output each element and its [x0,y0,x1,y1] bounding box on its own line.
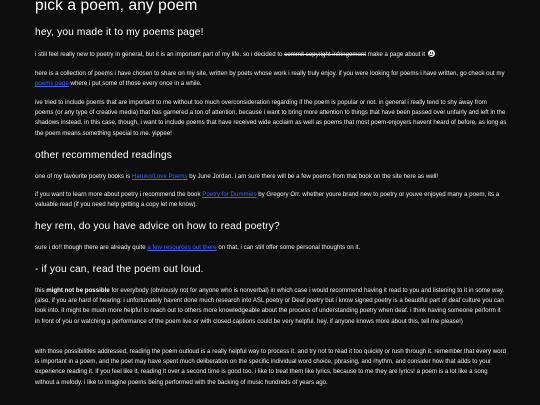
text: make a page about it [366,51,426,58]
text: by June Jordan. i am sure there will be a few poems from that book on the site here as well! [187,173,439,180]
text: here is a collection of poems i have chosen to share on my site, written by poets whose work i really truly enjoy. if you were looking for poems i have written, go check out my [35,70,505,77]
page-title: pick a poem, any poem [35,0,198,14]
text: on that, i can still offer some personal thoughts on it. [216,244,361,251]
text: for everybody (obviously not for anyone who is nonverbal) in which case i would recommend having it read to you and listening to it in some way. (also, if you are hard of hearing: i unfortunately havent done much research into ASL poetry or Deaf poetry but i know signed poetry is a beautiful part of deaf culture you can look into. it might be much more helpful to reach out to others more knowledgeable about the process of understanding poetry when deaf. i think having someone perform it in front of you or watching a performance of the poem live or with closed captions could be very helpful. hey, if anyone knows more about this, tell me please!) [35,287,505,325]
advice-paragraph-1 [35,243,507,253]
poetry-for-dummies-link[interactable]: Poetry for Dummies [202,191,257,198]
readings-paragraph-1 [35,172,507,182]
text: if you want to learn more about poetry i recommend the book [35,191,203,198]
smiley-icon [428,50,435,57]
text: ive tried to include poems that are important to me without too much overconsideration regarding if the poem is popular or not. in general i really tend to shy away from poems (or any type of creative media) that has garnered a ton of attention, because i want to bring more attention to things that have been passed over unfairly and left in the shadows instead. in this case, though, i want to include poems that have received wide acclaim as well as poems that most poem-enjoyers havent heard of before, as long as the poem means something special to me. yippee! [35,99,507,137]
text: this [35,287,47,294]
aloud-paragraph-1 [35,286,507,327]
text: one of my favourite poetry books is [35,173,132,180]
aloud-paragraph-2 [35,347,507,388]
heading-readings: other recommended readings [35,150,172,161]
welcome-paragraph-3 [35,98,507,139]
text: where i put some of those every once in a while. [68,80,202,88]
haruko-love-poems-link[interactable]: Haruko/Love Poems [131,173,188,180]
poems-page-link[interactable]: poems page [35,80,69,88]
text: by Gregory Orr. whether youre brand new to poetry or youve enjoyed many a poem, its a valuable read (if you need help getting a copy let me know). [35,191,500,209]
heading-advice: hey rem, do you have advice on how to read poetry? [35,221,280,232]
resources-link[interactable]: a few resources out there [147,244,217,251]
bold-text: might not be possible [46,287,110,294]
heading-welcome: hey, you made it to my poems page! [35,27,204,38]
welcome-paragraph-1 [35,50,507,60]
strikethrough-text: commit copyright infringement [284,51,367,58]
text: i still feel really new to poetry in general, but it is an important part of my life. so i decided to [35,51,285,58]
readings-paragraph-2 [35,190,507,210]
heading-read-aloud: - if you can, read the poem out loud. [35,264,204,275]
text: with those possibilities addressed, reading the poem outloud is a really helpful way to process it. and try not to read it too quickly or rush through it. remember that every word is important in a poem, and the poet may have spent much deliberation on the specific individual word choice, phrasing, and rhythm, and consider how that adds to your experience reading it. if you feel like it, reading it over a second time is good too. i like to treat them like lyrics, because to me they are lyrics! a poem is a lot like a song without a melody. i like to imagine poems being performed with the backing of music hundreds of years ago. [35,348,507,386]
welcome-paragraph-2 [35,69,507,89]
text: sure i do!! though there are already quite [35,244,148,251]
